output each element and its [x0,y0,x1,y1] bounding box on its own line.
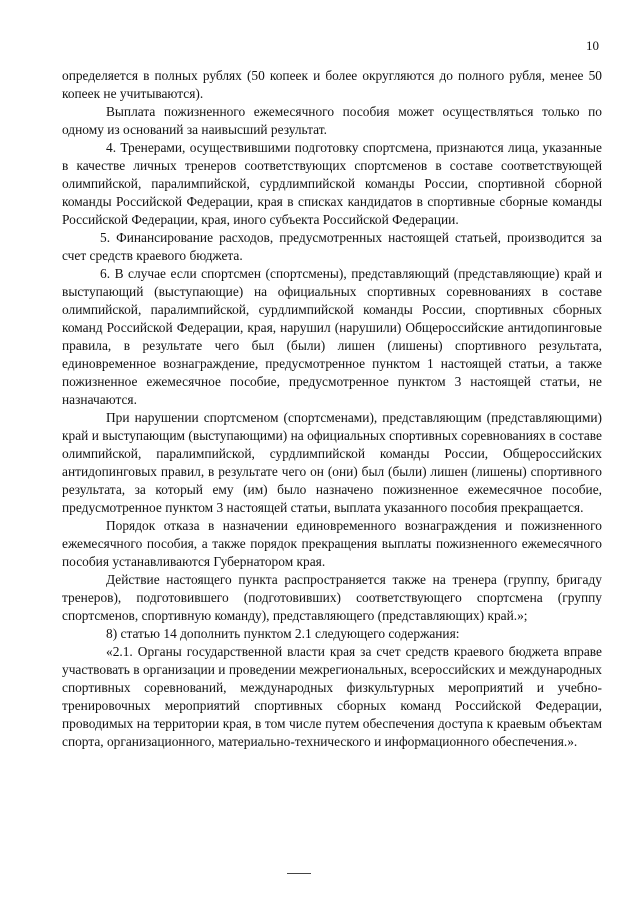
paragraph-item-5: 5. Финансирование расходов, предусмотренных настоящей статьей, производится за счет средств краевого бюджета. [62,230,602,263]
footer-mark [287,873,311,874]
paragraph-payment-basis: Выплата пожизненного ежемесячного пособия может осуществляться только по одному из оснований за наивысший результат. [62,104,602,137]
page-number: 10 [586,38,599,53]
paragraph-item-4: 4. Тренерами, осуществившими подготовку спортсмена, признаются лица, указанные в качестве личных тренеров соответствующих спортсменов в составе соответствующей олимпийской, паралимпийской, сурдлимпийской команды России, спортивной сборной команды Российской Федерации, края в списках кандидатов в спортивные сборные команды Российской Федерации, края, иного субъекта Российской Федерации. [62,140,602,227]
document-body [62,67,602,751]
paragraph-item-8: 8) статью 14 дополнить пунктом 2.1 следующего содержания: [106,626,460,641]
paragraph-continuation: определяется в полных рублях (50 копеек и более округляются до полного рубля, менее 50 копеек не учитываются). [62,68,602,101]
paragraph-trainer-scope: Действие настоящего пункта распространяется также на тренера (группу, бригаду тренеров), подготовившего (подготовивших) соответствующего спортсмена (группу спортсменов, спортивную команду), представляющего (представляющих) край.»; [62,572,602,623]
paragraph-item-2-1: «2.1. Органы государственной власти края за счет средств краевого бюджета вправе участвовать в организации и проведении межрегиональных, всероссийских и международных спортивных соревнований, международных физкультурных мероприятий и учебно-тренировочных мероприятий спортивных сборных команд Российской Федерации, проводимых на территории края, в том числе путем обеспечения доступа к краевым объектам спорта, организационного, материально-технического и информационного обеспечения.». [62,644,602,749]
paragraph-item-6: 6. В случае если спортсмен (спортсмены), представляющий (представляющие) край и выступающий (выступающие) на официальных спортивных соревнованиях в составе олимпийской, паралимпийской, сурдлимпийской команды России, спортивных сборных команд Российской Федерации, края, нарушил (нарушили) Общероссийские антидопинговые правила, в результате чего был (были) лишен (лишены) спортивного результата, единовременное вознаграждение, предусмотренное пунктом 1 настоящей статьи, а также пожизненное ежемесячное пособие, предусмотренное пунктом 3 настоящей статьи, не назначаются. [62,266,602,407]
paragraph-violation: При нарушении спортсменом (спортсменами), представляющим (представляющими) край и выступающим (выступающими) на официальных спортивных соревнованиях в составе олимпийской, паралимпийской, сурдлимпийской команды России, Общероссийских антидопинговых правил, в результате чего он (они) был (были) лишен (лишены) спортивного результата, за который ему (им) было назначено пожизненное ежемесячное пособие, предусмотренное пунктом 3 настоящей статьи, выплата указанного пособия прекращается. [62,410,602,515]
paragraph-refusal-order: Порядок отказа в назначении единовременного вознаграждения и пожизненного ежемесячного пособия, а также порядок прекращения выплаты пожизненного ежемесячного пособия устанавливаются Губернатором края. [62,518,602,569]
